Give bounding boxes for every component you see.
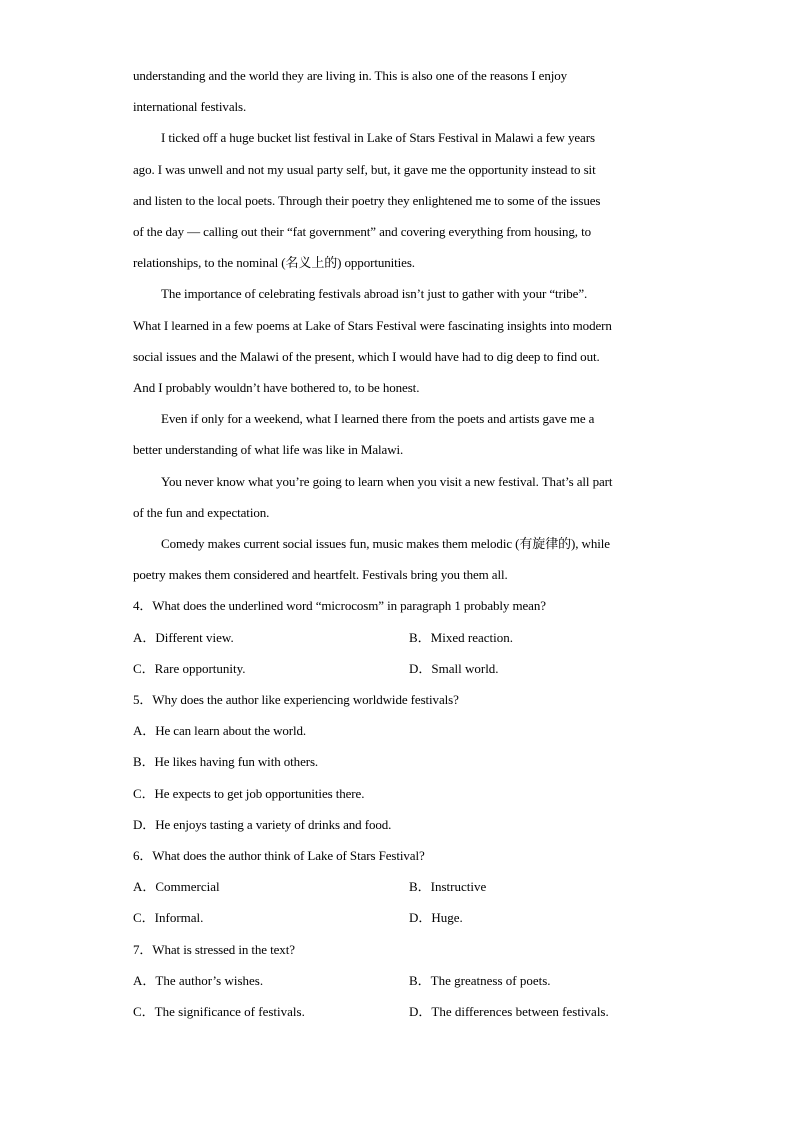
option-row bbox=[133, 965, 663, 996]
option-a: A．Commercial bbox=[133, 879, 220, 895]
option-a: A．He can learn about the world. bbox=[133, 723, 307, 739]
option-row bbox=[133, 622, 663, 653]
question-7 bbox=[133, 934, 663, 1028]
question-stem: 5．Why does the author like experiencing worldwide festivals? bbox=[133, 692, 459, 708]
question-stem: 4．What does the underlined word “microcosm” in paragraph 1 probably mean? bbox=[133, 598, 546, 614]
option-d: D．Small world. bbox=[409, 660, 499, 676]
passage-line: relationships, to the nominal (名义上的) opportunities. bbox=[133, 255, 415, 271]
option-b: B．Mixed reaction. bbox=[409, 629, 513, 645]
option-row bbox=[133, 871, 663, 902]
option-a: A．Different view. bbox=[133, 629, 234, 645]
passage-line: international festivals. bbox=[133, 99, 247, 115]
option-c: C．He expects to get job opportunities there. bbox=[133, 785, 365, 801]
option-b: B．He likes having fun with others. bbox=[133, 754, 319, 770]
passage-line: of the fun and expectation. bbox=[133, 504, 270, 520]
option-c: C．Informal. bbox=[133, 910, 204, 926]
passage-line: Comedy makes current social issues fun, music makes them melodic (有旋律的), while bbox=[161, 536, 610, 552]
question-4 bbox=[133, 590, 663, 684]
option-row bbox=[133, 653, 663, 684]
passage-line: And I probably wouldn’t have bothered to, to be honest. bbox=[133, 380, 420, 396]
passage-line: better understanding of what life was like in Malawi. bbox=[133, 442, 404, 458]
option-d: D．The differences between festivals. bbox=[409, 1004, 609, 1020]
option-a: A．The author’s wishes. bbox=[133, 972, 264, 988]
passage-line: The importance of celebrating festivals abroad isn’t just to gather with your “tribe”. bbox=[161, 286, 588, 302]
passage-line: and listen to the local poets. Through their poetry they enlightened me to some of the issues bbox=[133, 192, 601, 208]
option-b: B．Instructive bbox=[409, 879, 487, 895]
option-d: D．He enjoys tasting a variety of drinks and food. bbox=[133, 816, 392, 832]
passage-line: of the day — calling out their “fat government” and covering everything from housing, to bbox=[133, 224, 591, 240]
question-5 bbox=[133, 684, 663, 840]
option-row bbox=[133, 996, 663, 1027]
option-c: C．The significance of festivals. bbox=[133, 1004, 305, 1020]
passage-line: understanding and the world they are living in. This is also one of the reasons I enjoy bbox=[133, 68, 568, 83]
option-row bbox=[133, 902, 663, 933]
passage-line: Even if only for a weekend, what I learned there from the poets and artists gave me a bbox=[161, 411, 595, 427]
option-d: D．Huge. bbox=[409, 910, 463, 926]
passage-line: I ticked off a huge bucket list festival in Lake of Stars Festival in Malawi a few years bbox=[161, 130, 595, 146]
passage-line: You never know what you’re going to learn when you visit a new festival. That’s all part bbox=[161, 473, 613, 489]
document-page bbox=[133, 60, 663, 1027]
question-stem: 6．What does the author think of Lake of Stars Festival? bbox=[133, 848, 425, 864]
passage-line: poetry makes them considered and heartfelt. Festivals bring you them all. bbox=[133, 567, 508, 583]
passage-line: What I learned in a few poems at Lake of Stars Festival were fascinating insights into modern bbox=[133, 317, 612, 333]
passage-line: ago. I was unwell and not my usual party self, but, it gave me the opportunity instead to sit bbox=[133, 161, 596, 177]
passage-line: social issues and the Malawi of the present, which I would have had to dig deep to find out. bbox=[133, 348, 600, 364]
option-b: B．The greatness of poets. bbox=[409, 972, 551, 988]
question-6 bbox=[133, 840, 663, 934]
question-stem: 7．What is stressed in the text? bbox=[133, 941, 295, 957]
option-c: C．Rare opportunity. bbox=[133, 660, 246, 676]
